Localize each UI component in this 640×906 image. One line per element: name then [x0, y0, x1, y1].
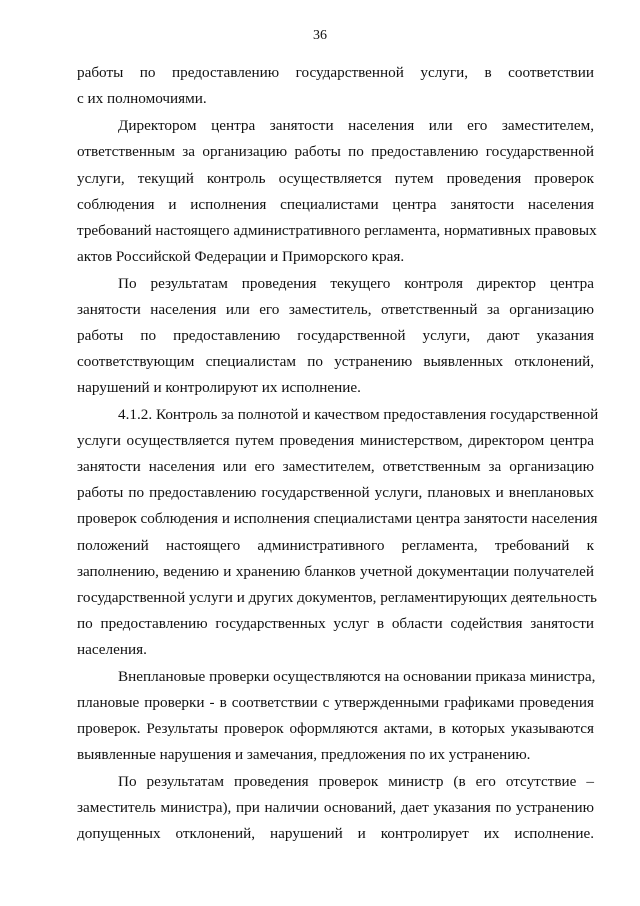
text-line: соблюдения и исполнения специалистами центра занятости населения: [77, 196, 594, 213]
text-line: работы по предоставлению государственной услуги, плановых и внеплановых: [77, 484, 594, 501]
text-line: соответствующим специалистам по устранению выявленных отклонений,: [77, 353, 594, 370]
text-line: проверок. Результаты проверок оформляются актами, в которых указываются: [77, 720, 594, 737]
text-line: услуги осуществляется путем проведения министерством, директором центра: [77, 432, 594, 449]
text-line: По результатам проведения проверок министр (в его отсутствие –: [118, 773, 594, 790]
text-line: государственной услуги и других документов, регламентирующих деятельность: [77, 589, 597, 606]
text-line: выявленные нарушения и замечания, предложения по их устранению.: [77, 746, 531, 763]
text-line: по предоставлению государственных услуг в области содействия занятости: [77, 615, 594, 632]
text-line: заполнению, ведению и хранению бланков учетной документации получателей: [77, 563, 594, 580]
text-line: допущенных отклонений, нарушений и контролирует их исполнение.: [77, 825, 594, 842]
text-line: с их полномочиями.: [77, 90, 207, 107]
text-line: заместитель министра), при наличии оснований, дает указания по устранению: [77, 799, 594, 816]
text-line: 4.1.2. Контроль за полнотой и качеством предоставления государственной: [118, 406, 599, 423]
text-line: требований настоящего административного регламента, нормативных правовых: [77, 222, 597, 239]
text-line: плановые проверки - в соответствии с утвержденными графиками проведения: [77, 694, 594, 711]
text-line: По результатам проведения текущего контроля директор центра: [118, 275, 594, 292]
text-line: Внеплановые проверки осуществляются на основании приказа министра,: [118, 668, 596, 685]
text-line: ответственным за организацию работы по предоставлению государственной: [77, 143, 594, 160]
text-line: занятости населения или его заместителем, ответственным за организацию: [77, 458, 594, 475]
text-line: работы по предоставлению государственной услуги, дают указания: [77, 327, 594, 344]
text-line: услуги, текущий контроль осуществляется путем проведения проверок: [77, 170, 594, 187]
text-line: населения.: [77, 641, 147, 658]
text-line: работы по предоставлению государственной услуги, в соответствии: [77, 64, 594, 81]
text-line: актов Российской Федерации и Приморского края.: [77, 248, 405, 265]
text-line: занятости населения или его заместитель, ответственный за организацию: [77, 301, 594, 318]
text-line: положений настоящего административного регламента, требований к: [77, 537, 594, 554]
text-line: проверок соблюдения и исполнения специалистами центра занятости населения: [77, 510, 598, 527]
text-line: Директором центра занятости населения или его заместителем,: [118, 117, 594, 134]
text-line: нарушений и контролируют их исполнение.: [77, 379, 361, 396]
page-number: 36: [313, 28, 327, 43]
